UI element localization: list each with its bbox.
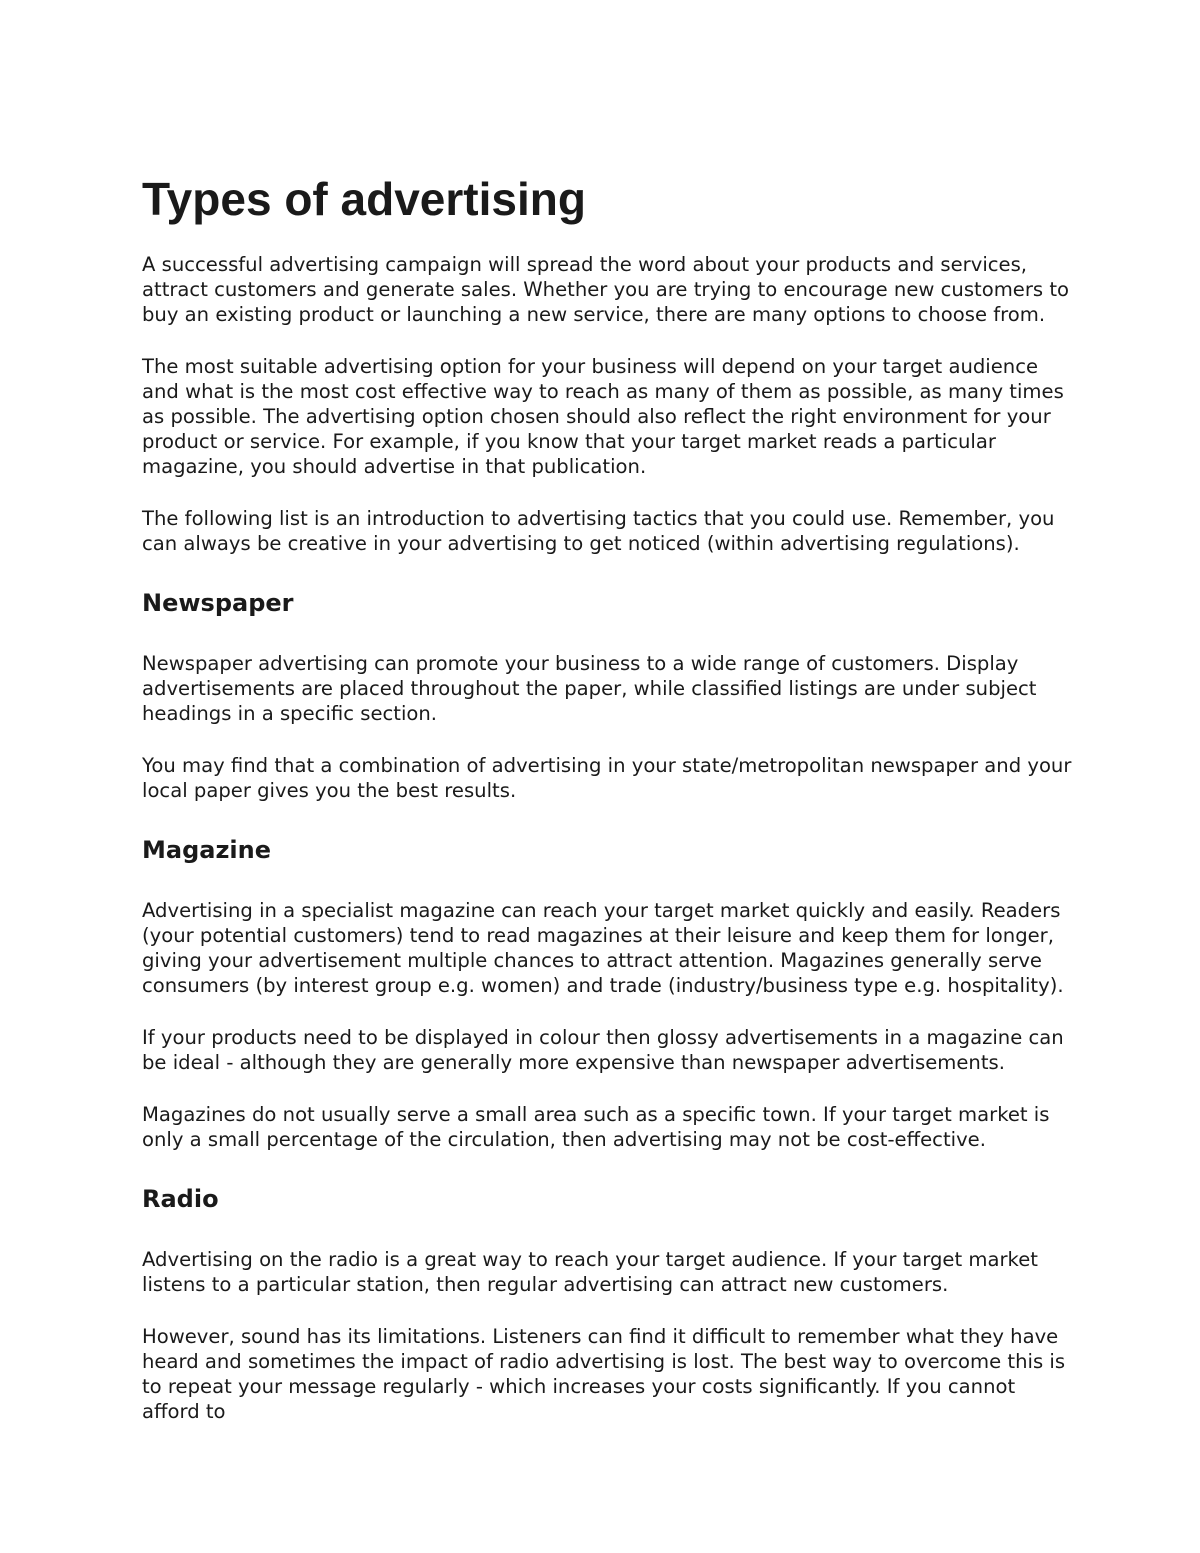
magazine-paragraph-1: Advertising in a specialist magazine can reach your target market quickly and easily. Readers (your potential customers) tend to read magazines at their leisure and keep them for longer, giving your advertisement multiple chances to attract attention. Magazines generally serve consumers (by interest group e.g. women) and trade (industry/business type e.g. hospitality). [142,899,1064,997]
section-newspaper [142,586,1072,803]
newspaper-paragraph-2: You may find that a combination of advertising in your state/metropolitan newspaper and your local paper gives you the best results. [142,754,1072,802]
document-page [142,168,1072,1451]
intro-paragraph-3: The following list is an introduction to advertising tactics that you could use. Remember, you can always be creative in your advertising to get noticed (within advertising regulations). [142,507,1055,555]
radio-paragraph-1: Advertising on the radio is a great way to reach your target audience. If your target market listens to a particular station, then regular advertising can attract new customers. [142,1248,1038,1296]
section-heading-newspaper: Newspaper [142,589,294,617]
section-magazine [142,833,1072,1152]
intro-paragraph-2: The most suitable advertising option for your business will depend on your target audience and what is the most cost effective way to reach as many of them as possible, as many times as possible. The advertising option chosen should also reflect the right environment for your product or service. For example, if you know that your target market reads a particular magazine, you should advertise in that publication. [142,355,1064,478]
section-heading-radio: Radio [142,1185,219,1213]
magazine-paragraph-3: Magazines do not usually serve a small area such as a specific town. If your target market is only a small percentage of the circulation, then advertising may not be cost-effective. [142,1103,1050,1151]
intro-paragraph-1: A successful advertising campaign will spread the word about your products and services, attract customers and generate sales. Whether you are trying to encourage new customers to buy an existing product or launching a new service, there are many options to choose from. [142,253,1070,326]
magazine-paragraph-2: If your products need to be displayed in colour then glossy advertisements in a magazine can be ideal - although they are generally more expensive than newspaper advertisements. [142,1026,1064,1074]
section-heading-magazine: Magazine [142,836,272,864]
newspaper-paragraph-1: Newspaper advertising can promote your business to a wide range of customers. Display advertisements are placed throughout the paper, while classified listings are under subject headings in a specific section. [142,652,1037,725]
section-radio [142,1182,1072,1424]
radio-paragraph-2: However, sound has its limitations. Listeners can find it difficult to remember what they have heard and sometimes the impact of radio advertising is lost. The best way to overcome this is to repeat your message regularly - which increases your costs significantly. If you cannot afford to [142,1325,1066,1423]
page-title: Types of advertising [142,173,586,225]
